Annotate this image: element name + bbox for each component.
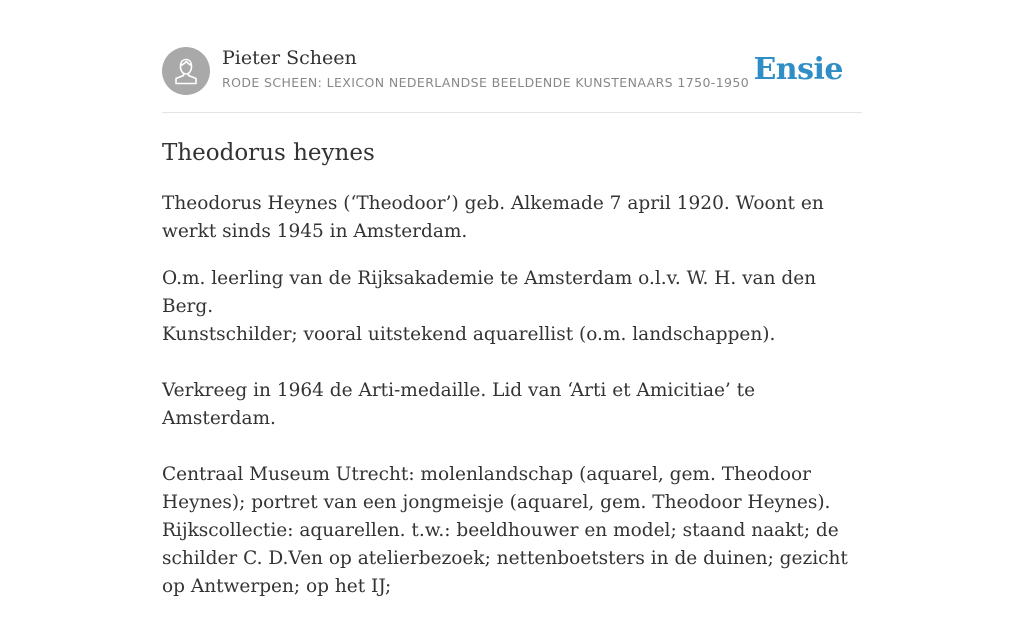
article-body	[162, 190, 862, 620]
page-title: Theodorus heynes	[162, 140, 375, 166]
user-icon	[162, 47, 210, 95]
paragraph: O.m. leerling van de Rijksakademie te Amsterdam o.l.v. W. H. van den Berg. Kunstschilder; vooral uitstekend aquarellist (o.m. landschappen). Verkreeg in 1964 de Arti-medaille. Lid van ‘Arti et Amicitiae’ te Amsterdam. Centraal Museum Utrecht: molenlandschap (aquarel, gem. Theodoor Heynes); portret van een jongmeisje (aquarel, gem. Theodoor Heynes). Rijkscollectie: aquarellen. t.w.: beeldhouwer en model; staand naakt; de schilder C. D.Ven op atelierbezoek; nettenboetsters in de duinen; gezicht op Antwerpen; op het IJ;	[162, 268, 848, 597]
page	[162, 0, 862, 597]
ensie-logo[interactable]: Ensie	[753, 52, 843, 87]
paragraph: Theodorus Heynes (‘Theodoor’) geb. Alkemade 7 april 1920. Woont en werkt sinds 1945 in Amsterdam.	[162, 193, 824, 242]
article-header	[162, 0, 862, 113]
source-title[interactable]: RODE SCHEEN: LEXICON NEDERLANDSE BEELDENDE KUNSTENAARS 1750-1950	[222, 75, 750, 90]
author-name[interactable]: Pieter Scheen	[222, 47, 357, 69]
author-avatar[interactable]	[162, 47, 210, 95]
